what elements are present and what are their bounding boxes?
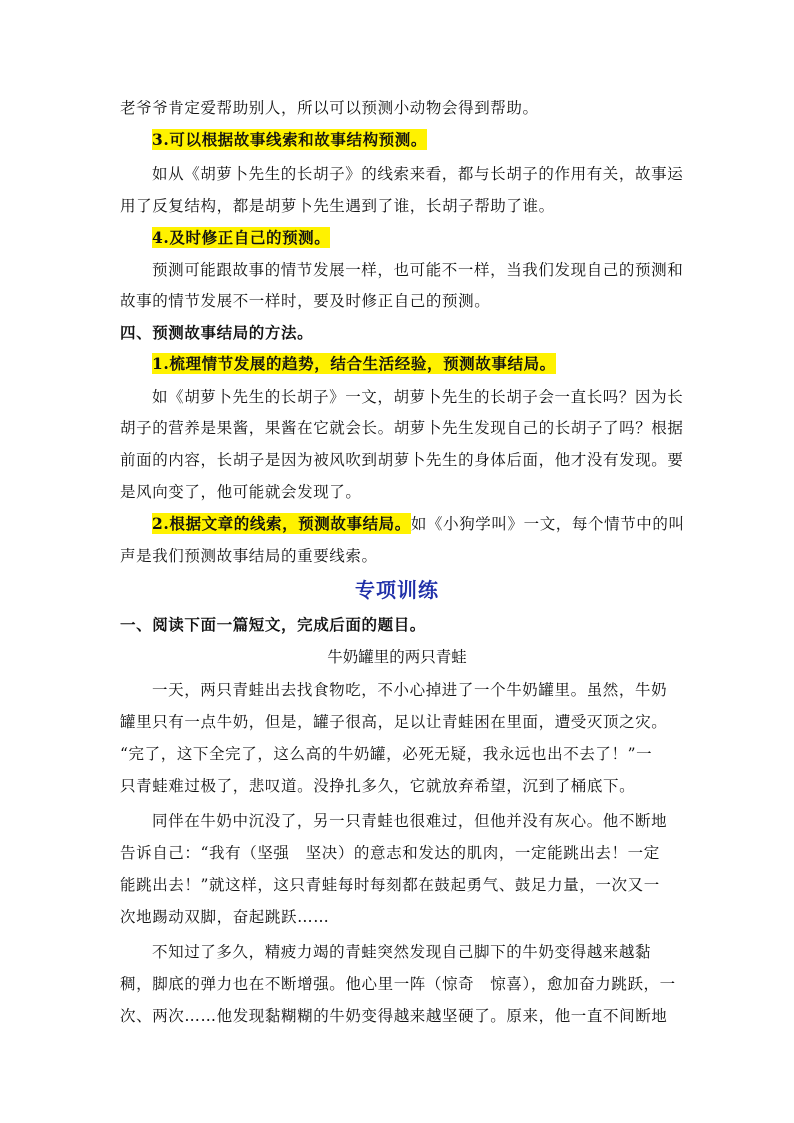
story-line: 同伴在牛奶中沉没了，另一只青蛙也很难过，但他并没有灰心。他不断地: [152, 812, 668, 830]
training-title: 专项训练: [355, 578, 439, 602]
section-heading-4: 四、预测故事结局的方法。: [120, 323, 314, 342]
highlighted-heading: 3.可以根据故事线索和故事结构预测。: [152, 130, 427, 149]
story-title: 牛奶罐里的两只青蛙: [327, 648, 467, 666]
story-line: “完了，这下全完了，这么高的牛奶罐，必死无疑，我永远也出不去了！”一: [120, 745, 653, 763]
story-line: 一天，两只青蛙出去找食物吃，不小心掉进了一个牛奶罐里。虽然，牛奶: [152, 681, 668, 699]
story-line: 能跳出去！”就这样，这只青蛙每时每刻都在鼓起勇气、鼓足力量，一次又一: [120, 876, 660, 894]
paragraph-line: 如从《胡萝卜先生的长胡子》的线索来看，都与长胡子的作用有关，故事运: [152, 165, 684, 183]
paragraph-line: 预测可能跟故事的情节发展一样，也可能不一样，当我们发现自己的预测和: [152, 261, 684, 279]
question-heading: 一、阅读下面一篇短文，完成后面的题目。: [120, 616, 426, 634]
paragraph-line: 胡子的营养是果酱，果酱在它就会长。胡萝卜先生发现自己的长胡子了吗？根据: [120, 419, 684, 437]
method-heading-3: [152, 128, 427, 150]
story-line: 告诉自己：“我有（坚强 坚决）的意志和发达的肌肉，一定能跳出去！一定: [120, 844, 660, 862]
story-line: 罐里只有一点牛奶，但是，罐子很高，足以让青蛙困在里面，遭受灭顶之灾。: [120, 713, 668, 731]
paragraph-line: 前面的内容，长胡子是因为被风吹到胡萝卜先生的身体后面，他才没有发现。要: [120, 451, 684, 469]
paragraph-line: 老爷爷肯定爱帮助别人，所以可以预测小动物会得到帮助。: [120, 99, 539, 117]
story-line: 稠，脚底的弹力也在不断增强。他心里一阵（惊奇 惊喜），愈加奋力跳跃，一: [120, 975, 676, 993]
paragraph-line: 是风向变了，他可能就会发现了。: [120, 483, 362, 501]
highlighted-heading: 4.及时修正自己的预测。: [152, 228, 331, 247]
paragraph-line: 故事的情节发展不一样时，要及时修正自己的预测。: [120, 292, 491, 310]
paragraph-text: 如《小狗学叫》一文，每个情节中的叫: [410, 515, 685, 533]
story-line: 不知过了多久，精疲力竭的青蛙突然发现自己脚下的牛奶变得越来越黏: [152, 943, 652, 961]
paragraph-line: 用了反复结构，都是胡萝卜先生遇到了谁，长胡子帮助了谁。: [120, 197, 555, 215]
paragraph-line: 声是我们预测故事结局的重要线索。: [120, 547, 378, 565]
ending-method-2: [152, 512, 685, 534]
story-line: 只青蛙难过极了，悲叹道。没挣扎多久，它就放弃希望，沉到了桶底下。: [120, 777, 636, 795]
story-line: 次地踢动双脚，奋起跳跃……: [120, 908, 330, 926]
highlighted-heading: 2.根据文章的线索，预测故事结局。: [152, 514, 411, 533]
story-line: 次、两次……他发现黏糊糊的牛奶变得越来越坚硬了。原来，他一直不间断地: [120, 1007, 668, 1025]
method-heading-4: [152, 226, 330, 248]
highlighted-heading: 1.梳理情节发展的趋势，结合生活经验，预测故事结局。: [152, 354, 556, 373]
paragraph-line: 如《胡萝卜先生的长胡子》一文，胡萝卜先生的长胡子会一直长吗？因为长: [152, 388, 684, 406]
ending-method-1: [152, 352, 556, 374]
